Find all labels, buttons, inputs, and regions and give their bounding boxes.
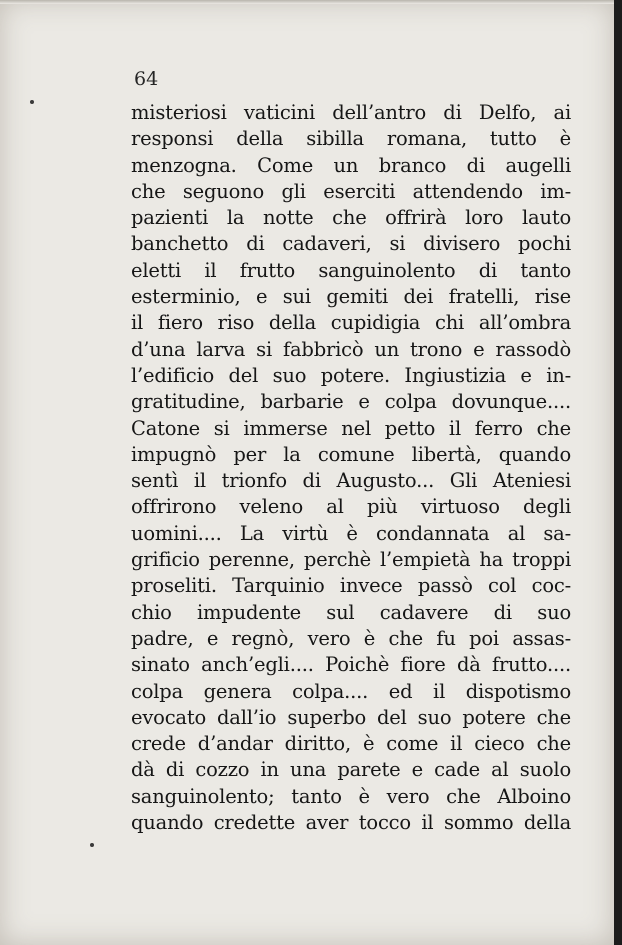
text-line: padre, e regnò, vero è che fu poi assas-	[131, 626, 571, 650]
text-line: esterminio, e sui gemiti dei fratelli, rise	[131, 285, 571, 309]
text-line: eletti il frutto sanguinolento di tanto	[131, 258, 571, 282]
text-line: responsi della sibilla romana, tutto è	[131, 127, 571, 151]
page-top-edge	[0, 0, 614, 4]
text-line: grificio perenne, perchè l’empietà ha troppi	[131, 548, 571, 572]
text-line: dà di cozzo in una parete e cade al suolo	[131, 758, 571, 782]
page-number: 64	[134, 68, 159, 90]
text-line: chio impudente sul cadavere di suo	[131, 600, 571, 624]
text-line: sentì il trionfo di Augusto... Gli Ateniesi	[131, 469, 571, 493]
text-line: menzogna. Come un branco di augelli	[131, 153, 571, 177]
text-line: gratitudine, barbarie e colpa dovunque....	[131, 390, 571, 414]
text-line: d’una larva si fabbricò un trono e rassodò	[131, 337, 571, 361]
text-line: Catone si immerse nel petto il ferro che	[131, 416, 571, 440]
text-line: misteriosi vaticini dell’antro di Delfo, ai	[131, 101, 571, 124]
body-text	[131, 100, 571, 836]
text-line: colpa genera colpa.... ed il dispotismo	[131, 679, 571, 703]
text-line: proseliti. Tarquinio invece passò col coc-	[131, 574, 571, 598]
text-line: che seguono gli eserciti attendendo im-	[131, 179, 571, 203]
text-line: l’edificio del suo potere. Ingiustizia e in-	[131, 363, 571, 387]
ink-speck	[90, 843, 94, 847]
text-line: evocato dall’io superbo del suo potere che	[131, 705, 571, 729]
text-line: sanguinolento; tanto è vero che Alboino	[131, 784, 571, 808]
ink-speck	[30, 100, 34, 104]
text-line: il fiero riso della cupidigia chi all’ombra	[131, 311, 571, 335]
text-line: crede d’andar diritto, è come il cieco che	[131, 732, 571, 756]
text-line: uomini.... La virtù è condannata al sa-	[131, 521, 571, 545]
text-line: banchetto di cadaveri, si divisero pochi	[131, 232, 571, 256]
scan-border	[614, 0, 622, 945]
text-line: offrirono veleno al più virtuoso degli	[131, 495, 571, 519]
text-line: quando credette aver tocco il sommo della	[131, 811, 571, 835]
text-line: pazienti la notte che offrirà loro lauto	[131, 206, 571, 230]
text-line: sinato anch’egli.... Poichè fiore dà frutto....	[131, 653, 571, 677]
text-line: impugnò per la comune libertà, quando	[131, 442, 571, 466]
